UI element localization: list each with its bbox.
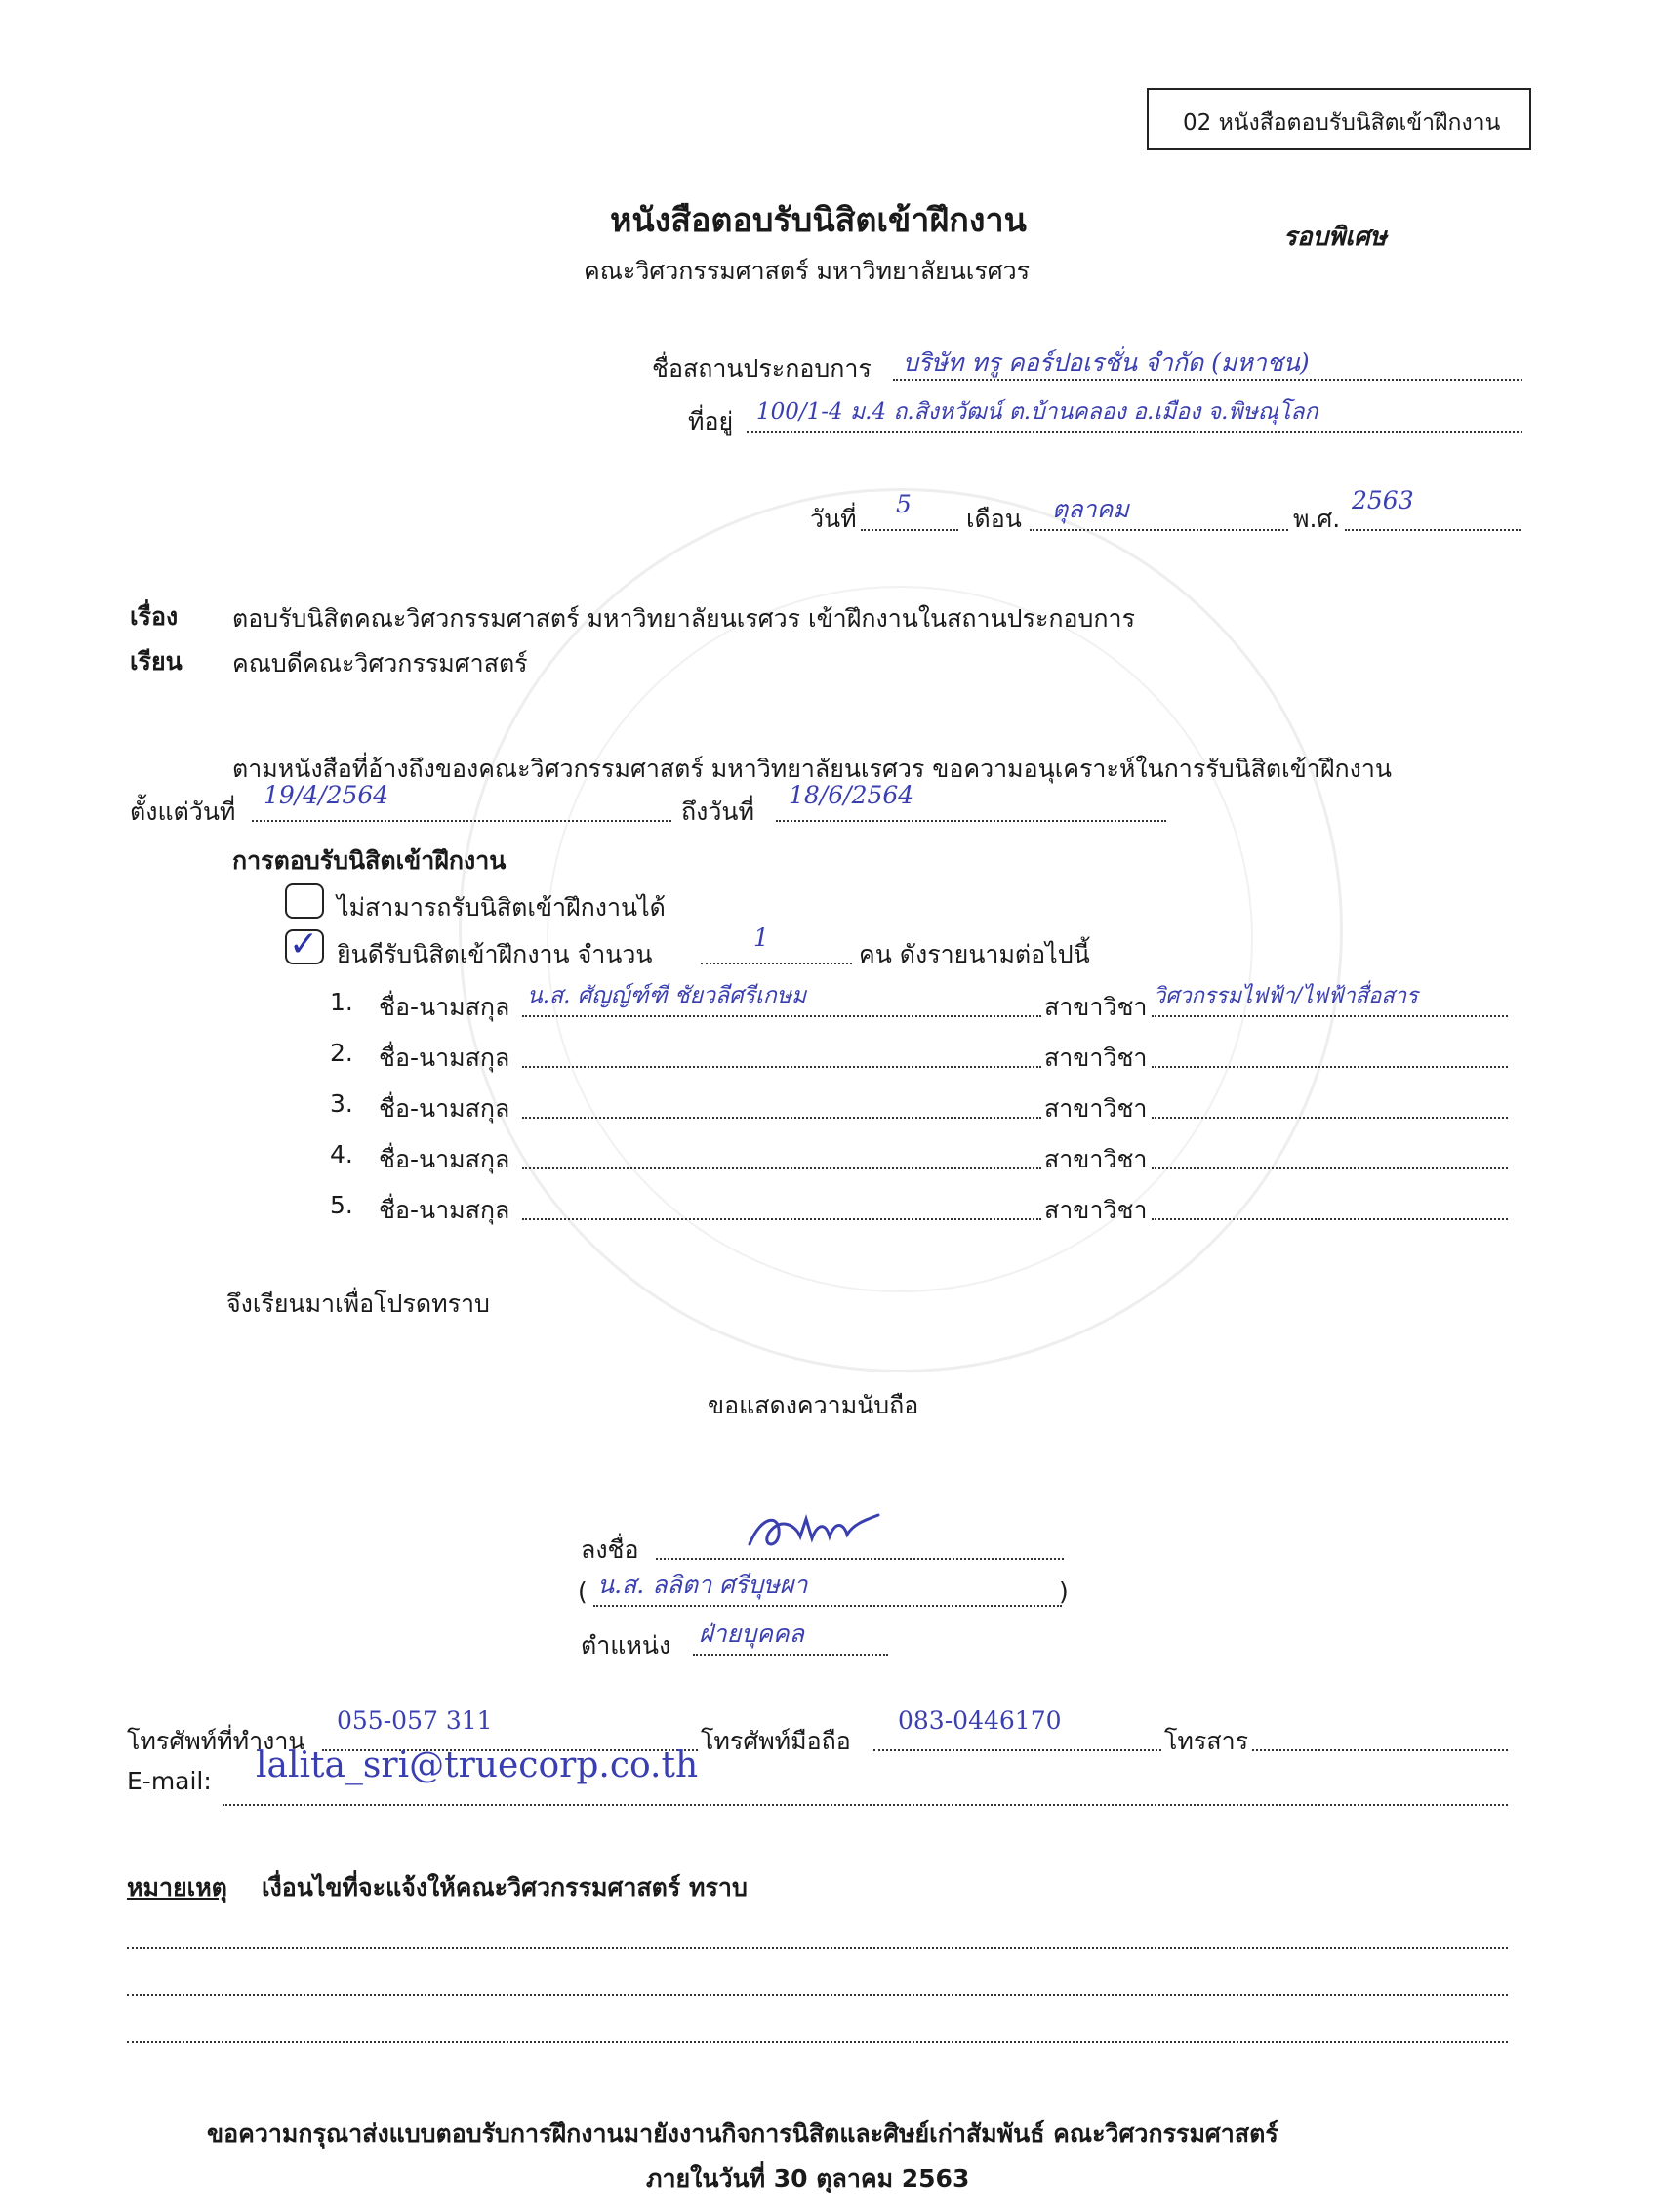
student-major-label: สาขาวิชา [1044, 1196, 1148, 1224]
recipient-text: คณบดีคณะวิศวกรรมศาสตร์ [232, 649, 528, 677]
student-major-label: สาขาวิชา [1044, 1145, 1148, 1173]
sign-label: ลงชื่อ [581, 1536, 639, 1564]
period-to-line [776, 820, 1166, 822]
period-to-label: ถึงวันที่ [681, 798, 754, 826]
reject-option-label: ไม่สามารถรับนิสิตเข้าฝึกงานได้ [337, 893, 666, 922]
footer-line-1: ขอความกรุณาส่งแบบตอบรับการฝึกงานมายังงานกิจการนิสิตและศิษย์เก่าสัมพันธ์ คณะวิศวกรรมศาสตร์ [207, 2119, 1278, 2148]
form-code: 02 หนังสือตอบรับนิสิตเข้าฝึกงาน [1183, 110, 1501, 136]
date-month-label: เดือน [966, 505, 1022, 533]
period-from-line [252, 820, 671, 822]
student-number: 3. [330, 1089, 353, 1118]
student-number: 1. [330, 988, 353, 1016]
date-year-label: พ.ศ. [1293, 505, 1341, 533]
work-phone-label: โทรศัพท์ที่ทำงาน [127, 1727, 305, 1755]
student-name-line [522, 1066, 1041, 1068]
student-major-label: สาขาวิชา [1044, 1094, 1148, 1123]
date-day-line [861, 529, 958, 531]
email-line [223, 1804, 1508, 1806]
checkmark-icon: ✓ [289, 924, 319, 964]
subject-text: ตอบรับนิสิตคณะวิศวกรรมศาสตร์ มหาวิทยาลัยนเรศวร เข้าฝึกงานในสถานประกอบการ [232, 604, 1136, 633]
remarks-line-1 [127, 1947, 1508, 1949]
accept-option-label: ยินดีรับนิสิตเข้าฝึกงาน จำนวน [337, 940, 653, 968]
student-name-label: ชื่อ-นามสกุล [379, 1145, 510, 1173]
acceptance-heading: การตอบรับนิสิตเข้าฝึกงาน [232, 846, 507, 875]
student-major-line [1152, 1015, 1508, 1017]
date-month-value: ตุลาคม [1052, 495, 1129, 523]
regards-text: ขอแสดงความนับถือ [708, 1391, 919, 1419]
document-subtitle: คณะวิศวกรรมศาสตร์ มหาวิทยาลัยนเรศวร [584, 257, 1031, 285]
handwritten-signature [742, 1495, 888, 1564]
student-major-line [1152, 1218, 1508, 1220]
mobile-label: โทรศัพท์มือถือ [701, 1727, 851, 1755]
student-name-value: น.ส. ศัญญ์ฑ์ฑี ชัยวลีศรีเกษม [527, 983, 807, 1008]
student-name-line [522, 1218, 1041, 1220]
period-from-label: ตั้งแต่วันที่ [130, 798, 236, 826]
address-label: ที่อยู่ [688, 407, 734, 435]
date-year-value: 2563 [1352, 486, 1414, 514]
signer-paren-close: ) [1059, 1577, 1069, 1606]
remarks-label: หมายเหตุ [127, 1873, 227, 1902]
recipient-label: เรียน [130, 647, 183, 676]
student-count-suffix: คน ดังรายนามต่อไปนี้ [859, 940, 1090, 968]
work-phone-value: 055-057 311 [337, 1706, 493, 1735]
document-title: หนังสือตอบรับนิสิตเข้าฝึกงาน [610, 201, 1027, 240]
student-major-line [1152, 1066, 1508, 1068]
remarks-line-3 [127, 2041, 1508, 2043]
student-major-label: สาขาวิชา [1044, 993, 1148, 1021]
company-name-label: ชื่อสถานประกอบการ [652, 354, 872, 383]
subject-label: เรื่อง [130, 602, 179, 631]
position-line [693, 1654, 888, 1656]
remarks-text: เงื่อนไขที่จะแจ้งให้คณะวิศวกรรมศาสตร์ ทราบ [262, 1873, 748, 1902]
company-name-value: บริษัท ทรู คอร์ปอเรชั่น จำกัด (มหาชน) [903, 348, 1310, 377]
student-number: 5. [330, 1191, 353, 1219]
fax-line [1252, 1749, 1508, 1751]
student-major-value: วิศวกรรมไฟฟ้า/ไฟฟ้าสื่อสาร [1154, 984, 1418, 1008]
round-note: รอบพิเศษ [1283, 223, 1387, 252]
footer-line-2: ภายในวันที่ 30 ตุลาคม 2563 [646, 2164, 970, 2192]
student-name-label: ชื่อ-นามสกุล [379, 993, 510, 1021]
address-line [747, 431, 1522, 433]
signer-paren-open: ( [578, 1577, 588, 1606]
email-label: E-mail: [127, 1767, 212, 1795]
student-major-line [1152, 1117, 1508, 1119]
student-name-label: ชื่อ-นามสกุล [379, 1044, 510, 1072]
signer-name-line [593, 1605, 1062, 1607]
student-number: 2. [330, 1039, 353, 1067]
student-major-label: สาขาวิชา [1044, 1044, 1148, 1072]
remarks-line-2 [127, 1994, 1508, 1996]
date-month-line [1030, 529, 1288, 531]
student-major-line [1152, 1167, 1508, 1169]
email-value: lalita_sri@truecorp.co.th [256, 1745, 699, 1785]
date-year-line [1345, 529, 1521, 531]
student-name-line [522, 1167, 1041, 1169]
body-paragraph: ตามหนังสือที่อ้างถึงของคณะวิศวกรรมศาสตร์ มหาวิทยาลัยนเรศวร ขอความอนุเคราะห์ในการรับนิสิตเข้าฝึกงาน [232, 755, 1392, 783]
position-label: ตำแหน่ง [581, 1631, 671, 1659]
student-count-line [701, 963, 852, 964]
student-name-label: ชื่อ-นามสกุล [379, 1094, 510, 1123]
address-value: 100/1-4 ม.4 ถ.สิงหวัฒน์ ต.บ้านคลอง อ.เมือง จ.พิษณุโลก [756, 399, 1318, 425]
mobile-value: 083-0446170 [898, 1706, 1062, 1735]
student-number: 4. [330, 1140, 353, 1168]
student-name-label: ชื่อ-นามสกุล [379, 1196, 510, 1224]
date-day-label: วันที่ [810, 505, 857, 533]
signer-name: น.ส. ลลิตา ศรีบุษผา [597, 1571, 808, 1599]
date-day-value: 5 [896, 490, 912, 518]
closing-text: จึงเรียนมาเพื่อโปรดทราบ [226, 1290, 490, 1318]
student-name-line [522, 1015, 1041, 1017]
fax-label: โทรสาร [1164, 1727, 1249, 1755]
position-value: ฝ่ายบุคคล [699, 1619, 804, 1648]
period-from-value: 19/4/2564 [264, 781, 389, 809]
reject-checkbox[interactable] [285, 883, 324, 919]
student-count-value: 1 [753, 923, 769, 952]
mobile-line [873, 1749, 1161, 1751]
student-name-line [522, 1117, 1041, 1119]
period-to-value: 18/6/2564 [789, 781, 914, 809]
